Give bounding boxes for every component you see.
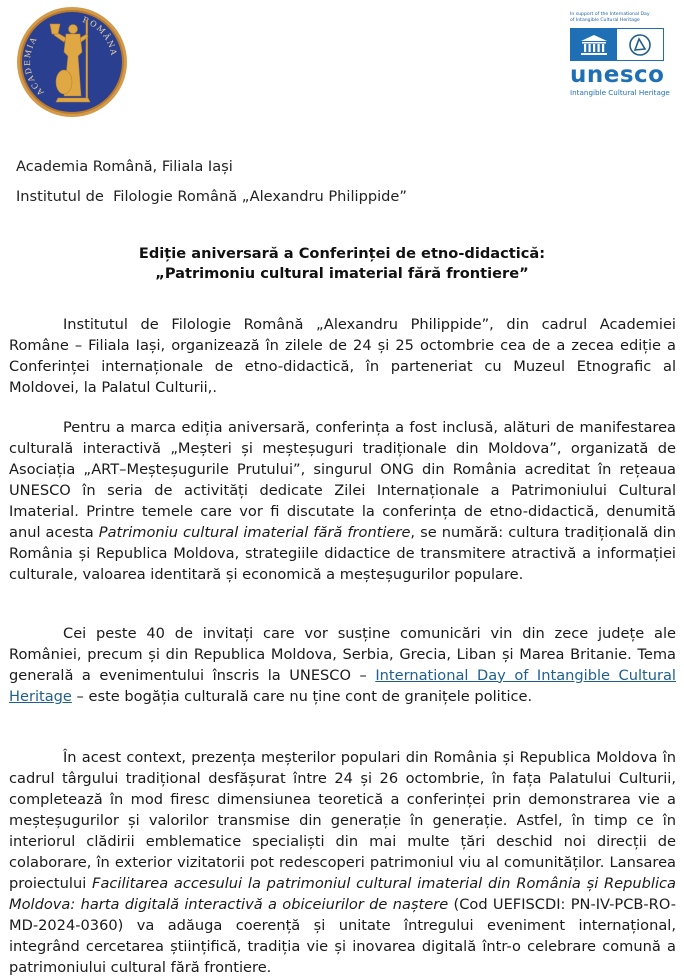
paragraph-1: Institutul de Filologie Română „Alexandru Philippide”, din cadrul Academiei Române – Filiala Iași, organizează în zilele de 24 și 25 octombrie cea de a zecea ediție a Conferinței internaționale de etno-didactică, în parteneriat cu Muzeul Etnografic al Moldovei, la Palatul Culturii,. xyxy=(9,315,676,396)
academia-romana-seal-logo xyxy=(14,4,130,120)
document-title xyxy=(0,244,684,284)
paragraph-2-text-a: Pentru a marca ediția aniversară, conferința a fost inclusă, alături de manifestarea culturală interactivă „Meșteri și meșteșuguri tradiționale din Moldova”, organizată de Asociația „ART–Meșteșugurile Prutului”, singurul ONG din România acreditat în rețeaua UNESCO în seria de activități dedicate Zilei Internaționale a Patrimoniului Cultural Imaterial. Printre temele care vor fi discutate la conferința de etno-didactică, denumită anul acesta xyxy=(9,418,676,541)
unesco-subtitle: Intangible Cultural Heritage xyxy=(570,88,670,97)
international-day-link[interactable]: International Day of Intangible Cultural Heritage xyxy=(9,666,676,705)
paragraph-4-text-a: În acest context, prezența meșterilor populari din România și Republica Moldova în cadrul târgului tradițional desfășurat între 24 și 26 octombrie, în fața Palatului Culturii, completează în mod firesc dimensiunea teoretică a conferinței prin demonstrarea vie a meșteșugurilor și valorilor transmise din generație în generație. Astfel, în timp ce în interiorul clădirii emblematice specialiști din mai multe țări deschid noi direcții de colaborare, în exterior vizitatorii pot redescoperi patrimoniul viu al comunităților. Lansarea proiectului xyxy=(9,748,676,892)
svg-text:ACADEMIA: ACADEMIA xyxy=(23,34,46,98)
org-line-institute: Institutul de Filologie Română „Alexandru Philippide” xyxy=(16,188,407,205)
temple-icon xyxy=(571,29,617,60)
paragraph-3-text-b: – este bogăția culturală care nu ține cont de granițele politice. xyxy=(71,687,533,705)
title-line-2: „Patrimoniu cultural imaterial fără frontiere” xyxy=(155,265,529,282)
conference-theme-italic: Patrimoniu cultural imaterial fără frontiere xyxy=(98,523,411,541)
ich-emblem-icon xyxy=(617,29,663,60)
unesco-support-line-2: of Intangible Cultural Heritage xyxy=(570,18,640,23)
paragraph-4 xyxy=(9,747,676,978)
unesco-support-text xyxy=(570,12,674,24)
paragraph-3-text-a: Cei peste 40 de invitați care vor susține comunicări vin din zece județe ale României, precum și din Republica Moldova, Serbia, Grecia, Liban și Marea Britanie. Tema generală a evenimentului înscris la UNESCO – xyxy=(9,624,676,684)
svg-text:ROMÂNA: OMÂNA xyxy=(88,18,119,58)
paragraph-2-text-b: , se numără: cultura tradițională din România și Republica Moldova, strategiile didactice de transmitere atractivă a informației culturale, valoarea identitară și economică a meșteșugurilor populare. xyxy=(9,523,676,583)
unesco-emblem-box xyxy=(570,28,664,61)
paragraph-4-text-b: (Cod UEFISCDI: PN-IV-PCB-RO-MD-2024-0360) va adăuga coerență și unitate întregului eveniment internațional, integrând cercetarea științifică, tradiția vie și inovarea digitală într-o celebrare comună a patrimoniului cultural fără frontiere. xyxy=(9,895,676,976)
org-line-academy: Academia Română, Filiala Iași xyxy=(16,158,233,175)
title-line-1: Ediție aniversară a Conferinței de etno-didactică: xyxy=(138,245,546,262)
project-title-italic: Facilitarea accesului la patrimoniul cultural imaterial din România și Republica Moldova: harta digitală interactivă a obiceiurilor de naștere xyxy=(9,874,676,913)
unesco-support-line-1: In support of the International Day xyxy=(570,12,650,17)
unesco-wordmark: unesco xyxy=(570,62,665,88)
seal-graphic xyxy=(14,4,130,120)
paragraph-2 xyxy=(9,417,676,585)
unesco-logo xyxy=(570,12,674,97)
paragraph-3 xyxy=(9,623,676,707)
